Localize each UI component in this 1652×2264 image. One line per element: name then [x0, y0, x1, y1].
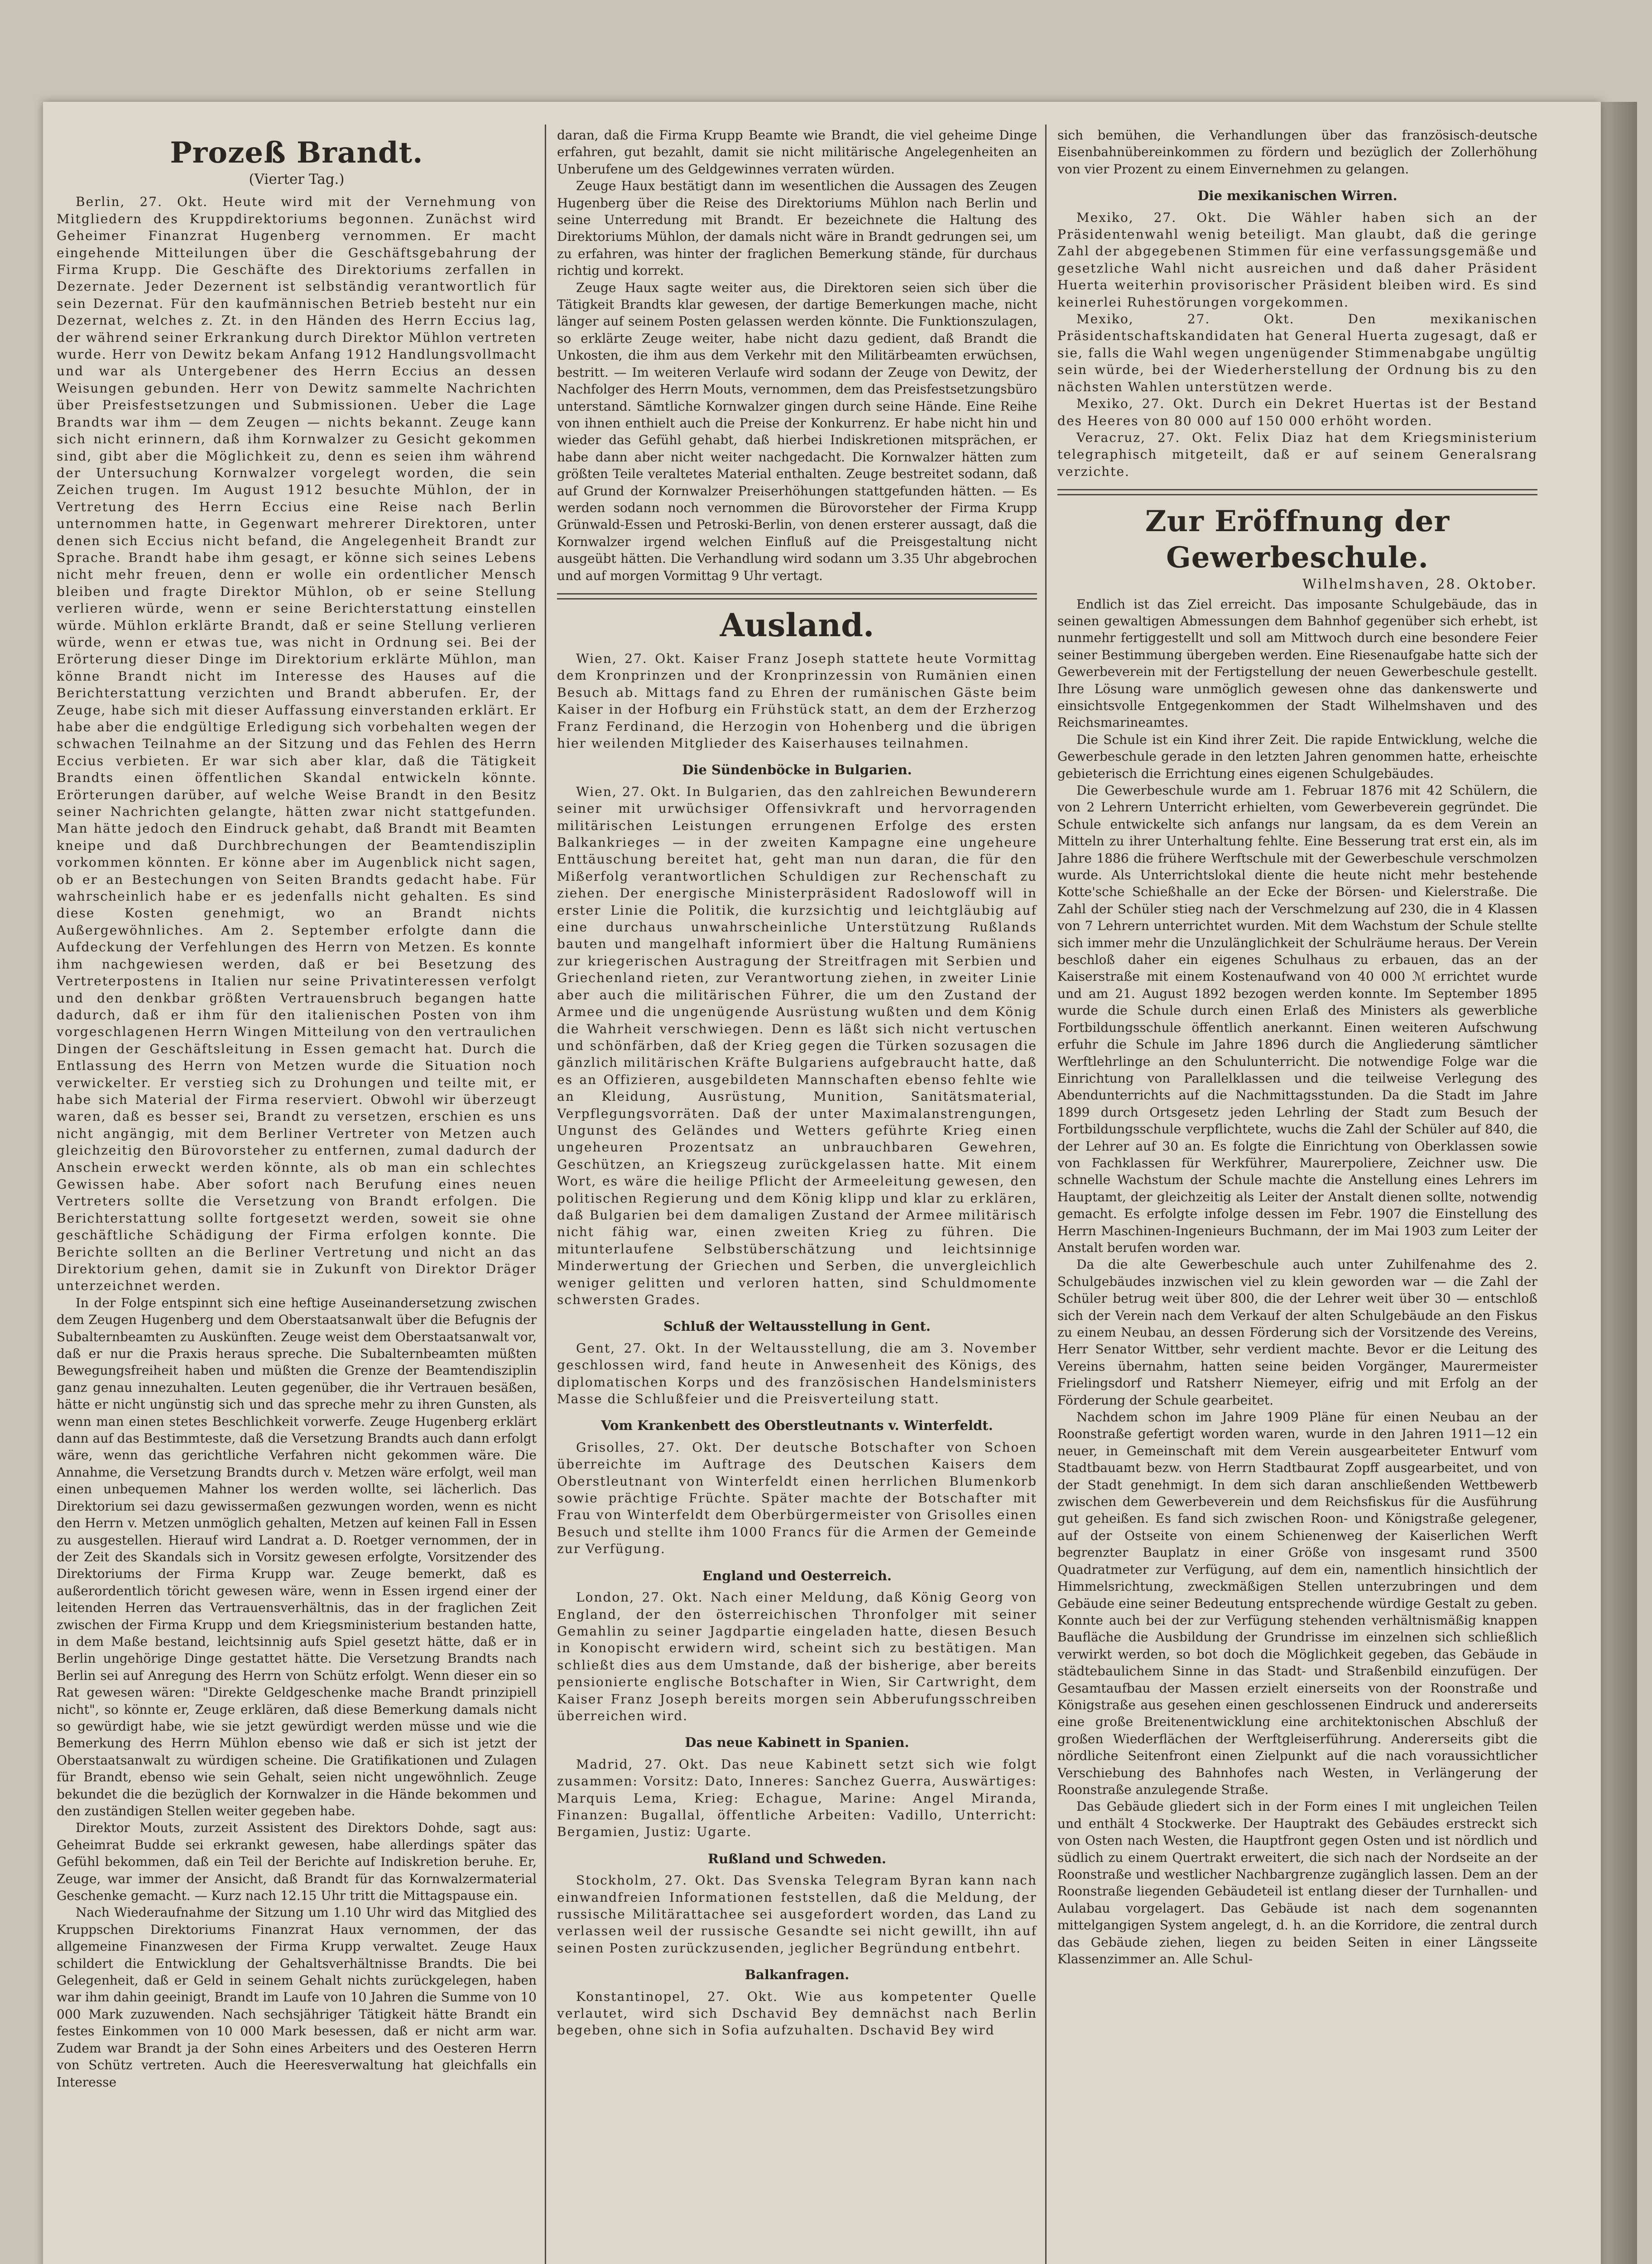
section-rule	[557, 593, 1037, 600]
page-edge-shadow	[1601, 102, 1637, 2264]
newspaper-page	[43, 102, 1601, 2264]
news-item: Mexiko, 27. Okt. Die Wähler haben sich an der Präsidentenwahl wenig beteiligt. Man glaubt, daß die geringe Zahl der abgegebenen Stimmen für eine verfassungsgemäße und gesetzliche Wahl nicht ausreichen und daß daher Präsident Huerta weiterhin provisorischer Präsident bleiben wird. Es sind keinerlei Ruhestörungen vorgekommen.	[1057, 210, 1537, 310]
news-item: Wien, 27. Okt. Kaiser Franz Joseph stattete heute Vormittag dem Kronprinzen und der Kronprinzessin von Rumänien einen Besuch ab. Mittags fand zu Ehren der rumänischen Gäste beim Kaiser in der Hofburg ein Frühstück statt, an dem der Erzherzog Franz Ferdinand, die Herzogin von Hohenberg und die übrigen hier weilenden Mitglieder des Kaiserhauses teilnahmen.	[557, 651, 1037, 751]
news-headline: Schluß der Weltausstellung in Gent.	[663, 1319, 931, 1334]
paragraph: In der Folge entspinnt sich eine heftige Auseinandersetzung zwischen dem Zeugen Hugenberg und dem Oberstaatsanwalt über die Befugnis der Subalternbeamten zu Auskünften. Zeuge weist dem Oberstaatsanwalt vor, daß er nur die Praxis heraus spreche. Die Subalternbeamten müßten Bewegungsfreiheit haben und müßten die Grenze der Beamtendisziplin ganz genau innezuhalten. Leuten gegenüber, die ihr Vertrauen besäßen, hätte er nicht ungünstig sich und das spreche mehr zu ihren Gunsten, als wenn man einen stetes Beschlichkeit vorwerfe. Zeuge Hugenberg erklärt dann auf das Bestimmteste, daß die Versetzung Brandts auch dann erfolgt wäre, wenn das gerichtliche Verfahren nicht gekommen wäre. Die Annahme, die Versetzung Brandts durch v. Metzen wäre erfolgt, weil man einen unbequemen Mahner los werden wollte, sei lächerlich. Das Direktorium sei dazu gewissermaßen gezwungen worden, wenn es nicht den Herrn v. Metzen unmöglich gehalten, Metzen auf keinen Fall in Essen zu ausgestellen. Hierauf wird Landrat a. D. Roetger vernommen, der in der Zeit des Skandals sich in Vorsitz gewesen erfolgte, Vorsitzender des Direktoriums der Firma Krupp war. Zeuge bemerkt, daß es außerordentlich töricht gewesen wäre, wenn in Essen irgend einer der leitenden Herren das Vertrauensverhältnis, das in der fraglichen Zeit zwischen der Firma Krupp und dem Kriegsministerium bestanden hatte, in dem Maße bestand, leichtsinnig aufs Spiel gesetzt hätte, daß er in Berlin ungehörige Dinge gestattet hätte. Die Versetzung Brandts nach Berlin sei auf Anregung des Herrn von Schütz erfolgt. Wenn dieser ein so Rat gewesen wären: "Direkte Geldgeschenke mache Brandt prinzipiell nicht", so könnte er, Zeuge erklären, daß diese Bemerkung damals nicht so gewürdigt habe, wie sie jetzt gewürdigt werden müsse und wie die Bemerkung des Herrn Mühlon ebenso wie daß er sich ist jetzt der Oberstaatsanwalt zu würdigen scheine. Die Gratifikationen und Zulagen für Brandt, ebenso wie sein Gehalt, seien nicht ungewöhnlich. Zeuge bekundet die die bezüglich der Kornwalzer in die Hände bekommen und den zuständigen Stellen weiter gegeben habe.	[57, 1295, 537, 1818]
paragraph: Zeuge Haux sagte weiter aus, die Direktoren seien sich über die Tätigkeit Brandts klar gewesen, der dartige Bemerkungen mache, nicht länger auf seinem Posten gelassen werden könnte. Die Funktionszulagen, so erklärte Zeuge weiter, habe nicht dazu gedient, daß Brandt die Unkosten, die ihm aus dem Verkehr mit den Militärbeamten erwüchsen, bestritt. — Im weiteren Verlaufe wird sodann der Zeuge von Dewitz, der Nachfolger des Herrn Mouts, vernommen, dem das Preisfestsetzungsbüro unterstand. Sämtliche Kornwalzer gingen durch seine Hände. Eine Reihe von ihnen enthielt auch die Preise der Konkurrenz. Er habe nicht hin und wieder das Gefühl gehabt, daß hierbei Indiskretionen mitsprächen, er habe dann aber nicht weiter nachgedacht. Die Kornwalzer hätten zum größten Teile veraltetes Material enthalten. Zeuge bestreitet sodann, daß auf Grund der Kornwalzer Preiserhöhungen stattgefunden hätten. — Es werden sodann noch vernommen die Bürovorsteher der Firma Krupp Grünwald-Essen und Petroski-Berlin, von denen ersterer aussagt, daß die Kornwalzer irgend welchen Einfluß auf die Preisgestaltung nicht ausgeübt hätten. Die Verhandlung wird sodann um 3.35 Uhr abgebrochen und auf morgen Vormittag 9 Uhr vertagt.	[557, 280, 1037, 583]
news-headline: Das neue Kabinett in Spanien.	[685, 1735, 909, 1751]
paragraph: Das Gebäude gliedert sich in der Form eines I mit ungleichen Teilen und enthält 4 Stockwerke. Der Hauptrakt des Gebäudes erstreckt sich von Osten nach Westen, die Hauptfront gegen Osten und ist nördlich und südlich zu einem Quertrakt erweitert, die sich nach der Nordseite an der Roonstraße und westlicher Nachbargrenze zugänglich lassen. Dem an der Roonstraße liegenden Gebäudeteil ist entlang dieser der Turnhallen- und Aulabau vorgelagert. Das Gebäude ist nach dem sogenannten mittelgangigen System angelegt, d. h. an die Korridore, die zentral durch das Gebäude ziehen, liegen zu beiden Seiten in einer Längsseite Klassenzimmer an. Alle Schul-	[1057, 1799, 1537, 1967]
news-item: Mexiko, 27. Okt. Durch ein Dekret Huertas ist der Bestand des Heeres von 80 000 auf 150 000 erhöht worden.	[1057, 396, 1537, 428]
news-headline: Die mexikanischen Wirren.	[1197, 188, 1397, 204]
paragraph: Berlin, 27. Okt. Heute wird mit der Vernehmung von Mitgliedern des Kruppdirektoriums begonnen. Zunächst wird Geheimer Finanzrat Hugenberg vernommen. Er macht eingehende Mitteilungen über die Geschäftsgebahrung der Firma Krupp. Die Geschäfte des Direktoriums zerfallen in Dezernate. Jeder Dezernent ist selbständig verantwortlich für sein Dezernat. Für den kaufmännischen Betrieb besteht nur ein Dezernat, welches z. Zt. in den Händen des Herrn Eccius lag, der während seiner Erkrankung durch Direktor Mühlon vertreten wurde. Herr von Dewitz bekam Anfang 1912 Handlungsvollmacht und war als Untergebener des Herrn Eccius an dessen Weisungen gebunden. Herr von Dewitz sammelte Nachrichten über Preisfestsetzungen und Submissionen. Ueber die Lage Brandts war ihm — dem Zeugen — nichts bekannt. Zeuge kann sich nicht erinnern, daß ihm Kornwalzer zu Gesicht gekommen sind, gibt aber die Möglichkeit zu, denn es seien ihm während der Untersuchung Kornwalzer vorgelegt worden, die sein Zeichen trugen. Im August 1912 besuchte Mühlon, der in Vertretung des Herrn Eccius eine Reise nach Berlin unternommen hatte, in Gegenwart mehrerer Direktoren, unter denen sich Eccius nicht befand, die Angelegenheit Brandt zur Sprache. Brandt habe ihm gesagt, er könne sich seines Lebens nicht mehr freuen, denn er wolle ein ordentlicher Mensch bleiben und fragte Direktor Mühlon, ob er seine Stellung verlieren würde, wenn er seine Berichterstattung einstellen würde. Mühlon erklärte Brandt, daß er seine Stellung verlieren würde, wenn er etwas tue, was nicht in Ordnung sei. Bei der Erörterung dieser Dinge im Direktorium erklärte Mühlon, man könne Brandt nicht im Interesse des Hauses auf die Berichterstattung verzichten und Brandt abberufen. Er, der Zeuge, habe sich mit dieser Auffassung einverstanden erklärt. Er habe aber die endgültige Erledigung sich vorbehalten wegen der schwachen Teilnahme an der Sitzung und das Fehlen des Herrn Eccius verbieten. Er war sich aber klar, daß die Tätigkeit Brandts einen öffentlichen Skandal entwickeln könnte. Erörterungen darüber, auf welche Weise Brandt in den Besitz seiner Nachrichten gelangte, hätten zwar nicht stattgefunden. Man hätte jedoch den Eindruck gehabt, daß Brandt mit Beamten kneipe und daß Durchbrechungen der Beamtendisziplin vorkommen könnten. Er könne aber im Augenblick nicht sagen, ob er an Bestechungen von Seiten Brandts gedacht habe. Für wahrscheinlich habe er es jedenfalls nicht gehalten. Es sind diese Kosten genehmigt, wo an Brandt nichts Außergewöhnliches. Am 2. September erfolgte dann die Aufdeckung der Verfehlungen des Herrn von Metzen. Es konnte ihm nachgewiesen werden, daß er bei Besetzung des Vertreterpostens in Italien nur seine Privatinteressen verfolgt und den denkbar größten Vertrauensbruch begangen hatte dadurch, daß er ihm für den italienischen Posten von ihm vorgeschlagenen Herrn Wingen Mitteilung von den vertraulichen Dingen der Geschäftsleitung in Essen gemacht hat. Durch die Entlassung des Herrn von Metzen wurde die Situation noch verwickelter. Er verstieg sich zu Drohungen und teilte mit, er habe sich Material der Firma reserviert. Obwohl wir überzeugt waren, daß es besser sei, Brandt zu versetzen, erschien es uns nicht angängig, mit dem Berliner Vertreter von Metzen auch gleichzeitig den Bürovorsteher zu entfernen, zumal dadurch der Anschein erweckt werden könnte, als ob man ein schlechtes Gewissen habe. Aber sofort nach Berufung eines neuen Vertreters sollte die Versetzung von Brandt erfolgen. Die Berichterstattung sollte fortgesetzt werden, soweit sie ohne geschäftliche Schädigung der Firma erfolgen konnte. Die Berichte sollten an die Berliner Vertretung und nicht an das Direktorium gehen, damit sie in Zukunft von Direktor Dräger unterzeichnet werden.	[57, 194, 537, 1294]
paragraph: Die Gewerbeschule wurde am 1. Februar 1876 mit 42 Schülern, die von 2 Lehrern Unterricht erhielten, vom Gewerbeverein gegründet. Die Schule entwickelte sich anfangs nur langsam, da es dem Verein an Mitteln zu ihrer Unterhaltung fehlte. Eine Besserung trat erst ein, als im Jahre 1886 die frühere Werftschule mit der Gewerbeschule verschmolzen wurde. Als Unterrichtslokal diente die heute nicht mehr bestehende Kotte'sche Schießhalle an der Ecke der Börsen- und Kielerstraße. Die Zahl der Schüler stieg nach der Verschmelzung auf 230, die in 4 Klassen von 7 Lehrern unterrichtet wurden. Mit dem Wachstum der Schule stellte sich immer mehr die Unzulänglichkeit der Schulräume heraus. Der Verein beschloß daher ein eigenes Schulhaus zu erbauen, das an der Kaiserstraße mit einem Kostenaufwand von 40 000 ℳ errichtet wurde und am 21. August 1892 bezogen werden konnte. Im September 1895 wurde die Schule durch einen Erlaß des Ministers als gewerbliche Fortbildungsschule öffentlich anerkannt. Einen weiteren Aufschwung erfuhr die Schule im Jahre 1896 durch die Angliederung sämtlicher Werftlehrlinge an den Schulunterricht. Die notwendige Folge war die Einrichtung von Parallelklassen und die teilweise Verlegung des Abendunterrichts auf die Nachmittagsstunden. Da die Stadt im Jahre 1899 durch Ortsgesetz jeden Lehrling der Stadt zum Besuch der Fortbildungsschule verpflichtete, wuchs die Zahl der Schüler auf 840, die der Lehrer auf 30 an. Es folgte die Einrichtung von Oberklassen sowie von Fachklassen für Werkführer, Maurerpoliere, Zeichner usw. Die schnelle Wachstum der Schule machte die Anstellung eines Lehrers im Hauptamt, der gleichzeitig als Leiter der Anstalt dienen sollte, notwendig gemacht. Es erfolgte infolge dessen im Febr. 1907 die Einstellung des Herrn Maschinen-Ingenieurs Buchmann, der im Mai 1903 zum Leiter der Anstalt berufen worden war.	[1057, 783, 1537, 1255]
news-headline: England und Oesterreich.	[702, 1568, 892, 1583]
news-item: Stockholm, 27. Okt. Das Svenska Telegram Byran kann nach einwandfreien Informationen feststellen, daß die Meldung, der russische Militärattachee sei ausgefordert worden, das Land zu verlassen weil der russische Gesandte sei nicht gewillt, ihn auf seinen Posten zurückzusenden, jeglicher Begründung entbehrt.	[557, 1873, 1037, 1956]
news-headline: Die Sündenböcke in Bulgarien.	[682, 762, 912, 778]
paragraph: Endlich ist das Ziel erreicht. Das imposante Schulgebäude, das in seinen gewaltigen Abmessungen dem Bahnhof gegenüber sich erhebt, ist nunmehr fertiggestellt und soll am Mittwoch durch eine besondere Feier seiner Bestimmung übergeben werden. Eine Riesenaufgabe hatte sich der Gewerbeverein mit der Fertigstellung der neuen Gewerbeschule gestellt. Ihre Lösung ware unmöglich gewesen ohne das dankenswerte und einsichtsvolle Entgegenkommen der Stadt Wilhelmshaven und des Reichsmarineamtes.	[1057, 596, 1537, 730]
paragraph: Nach Wiederaufnahme der Sitzung um 1.10 Uhr wird das Mitglied des Kruppschen Direktoriums Finanzrat Haux vernommen, der das allgemeine Finanzwesen der Firma Krupp verwaltet. Zeuge Haux schildert die Entwicklung der Gehaltsverhältnisse Brandts. Die bei Gelegenheit, daß er Geld in seinem Gehalt nichts zurückgelegen, haben war ihm dahin geeinigt, Brandt im Laufe von 10 Jahren die Summe von 10 000 Mark zuzuwenden. Nach sechsjähriger Tätigkeit hätte Brandt ein festes Einkommen von 10 000 Mark besessen, daß er nicht arm war. Zudem war Brandt ja der Sohn eines Arbeiters und des Oesteren Herrn von Schütz vertreten. Auch die Heeresverwaltung hat gleichfalls ein Interesse	[57, 1905, 537, 2090]
paragraph: Direktor Mouts, zurzeit Assistent des Direktors Dohde, sagt aus: Geheimrat Budde sei erkrankt gewesen, habe allerdings später das Gefühl bekommen, daß ein Teil der Berichte auf Indiskretion beruhe. Er, Zeuge, war immer der Ansicht, daß Brandt für das Kornwalzermaterial Geschenke gemacht. — Kurz nach 12.15 Uhr tritt die Mittagspause ein.	[57, 1820, 537, 1904]
column-2	[557, 127, 1037, 2264]
news-item: Mexiko, 27. Okt. Den mexikanischen Präsidentschaftskandidaten hat General Huerta zugesagt, daß er sie, falls die Wahl wegen ungenügender Stimmenabgabe ungültig sein würde, bei der Wiederherstellung der Ordnung bis zu den nächsten Wahlen unterstützen werde.	[1057, 312, 1537, 394]
paragraph: daran, daß die Firma Krupp Beamte wie Brandt, die viel geheime Dinge erfahren, gut bezahlt, damit sie nicht militärische Angelegenheiten an Unberufene um des Geldgewinnes verraten würden.	[557, 128, 1037, 177]
section-title: Ausland.	[720, 606, 874, 644]
dateline: Wilhelmshaven, 28. Oktober.	[1302, 576, 1537, 593]
section-rule	[1057, 489, 1537, 495]
paragraph: sich bemühen, die Verhandlungen über das französisch-deutsche Eisenbahnübereinkommen zu fördern und bezüglich der Zollerhöhung von vier Prozent zu einem Einvernehmen zu gelangen.	[1057, 128, 1537, 177]
news-item: Veracruz, 27. Okt. Felix Diaz hat dem Kriegsministerium telegraphisch mitgeteilt, daß er auf seinem Generalsrang verzichte.	[1057, 430, 1537, 479]
column-rule	[545, 125, 546, 2264]
news-item: Wien, 27. Okt. In Bulgarien, das den zahlreichen Bewunderern seiner mit urwüchsiger Offensivkraft und hervorragenden militärischen Leistungen errungenen Erfolge des ersten Balkankrieges — in der zweiten Kampagne eine ungeheure Enttäuschung bereitet hat, geht man nun daran, die für den Mißerfolg verantwortlichen Schuldigen zur Rechenschaft zu ziehen. Der energische Ministerpräsident Radoslowoff will in erster Linie die Politik, die kurzsichtig und leichtgläubig auf eine durchaus unwahrscheinliche Unterstützung Rußlands bauten und mangelhaft informiert über die Haltung Rumäniens zur kriegerischen Austragung der Streitfragen mit Serbien und Griechenland rieten, zur Verantwortung ziehen, in zweiter Linie aber auch die militärischen Führer, die um den Zustand der Armee und die ungenügende Ausrüstung wußten und dem König die Wahrheit verschwiegen. Denn es läßt sich nicht vertuschen und schönfärben, daß der Krieg gegen die Türken sozusagen die gänzlich militärischen Kräfte Bulgariens aufgebraucht hatte, daß es an Offizieren, ausgebildeten Mannschaften ebenso fehlte wie an Kleidung, Ausrüstung, Munition, Sanitätsmaterial, Verpflegungsvorräten. Daß der unter Maximalanstrengungen, Ungunst des Geländes und Wetters geführte Krieg einen ungeheuren Prozentsatz an unbrauchbaren Gewehren, Geschützen, an Kriegszeug zurückgelassen hatte. Mit einem Wort, es wäre die heilige Pflicht der Armeeleitung gewesen, den politischen Regierung und dem König klipp und klar zu erklären, daß Bulgarien bei dem damaligen Zustand der Armee militärisch nicht fähig war, einen zweiten Krieg zu führen. Die mitunterlaufene Selbstüberschätzung und leichtsinnige Minderwertung der Griechen und Serben, die unvergleichlich weniger gelitten und verloren hatten, sind Schuldmomente schwersten Grades.	[557, 784, 1037, 1307]
news-item: Madrid, 27. Okt. Das neue Kabinett setzt sich wie folgt zusammen: Vorsitz: Dato, Inneres: Sanchez Guerra, Auswärtiges: Marquis Lema, Krieg: Echague, Marine: Angel Miranda, Finanzen: Bugallal, öffentliche Arbeiten: Vadillo, Unterricht: Bergamien, Justiz: Ugarte.	[557, 1756, 1037, 1840]
column-3	[1057, 127, 1537, 2264]
news-headline: Balkanfragen.	[744, 1967, 850, 1983]
article-title: Zur Eröffnung der Gewerbeschule.	[1145, 504, 1450, 575]
news-headline: Rußland und Schweden.	[707, 1851, 887, 1866]
news-item: Konstantinopel, 27. Okt. Wie aus kompetenter Quelle verlautet, wird sich Dschavid Bey demnächst nach Berlin begeben, ohne sich in Sofia aufzuhalten. Dschavid Bey wird	[557, 1989, 1037, 2038]
news-headline: Vom Krankenbett des Oberstleutnants v. Winterfeldt.	[601, 1418, 993, 1434]
paragraph: Da die alte Gewerbeschule auch unter Zuhilfenahme des 2. Schulgebäudes inzwischen viel zu klein geworden war — die Zahl der Schüler betrug weit über 800, die der Lehrer weit über 30 — entschloß sich der Verein nach dem Verkauf der alten Schulgebäude an den Fiskus zu einem Neubau, an dessen Förderung sich der Vorsitzende des Vereins, Herr Senator Wittber, sehr verdient machte. Bevor er die Leitung des Vereins übernahm, hatten seine beiden Vorgänger, Maurermeister Frielingsdorf und Ratsherr Niemeyer, eifrig und mit Erfolg an der Förderung der Schule gearbeitet.	[1057, 1257, 1537, 1408]
article-title: Prozeß Brandt.	[170, 136, 423, 170]
paragraph: Zeuge Haux bestätigt dann im wesentlichen die Aussagen des Zeugen Hugenberg über die Reise des Direktoriums Mühlon nach Berlin und seine Unterredung mit Brandt. Er bezeichnete die Haltung des Direktoriums Mühlon, der damals nicht wäre in Brandt gedrungen sei, um zu erfahren, was hinter der fraglichen Bemerkung stände, für durchaus richtig und korrekt.	[557, 178, 1037, 278]
paragraph: Die Schule ist ein Kind ihrer Zeit. Die rapide Entwicklung, welche die Gewerbeschule gerade in den letzten Jahren genommen hatte, erheischte gebieterisch die Errichtung eines eigenen Schulgebäudes.	[1057, 732, 1537, 781]
news-item: Gent, 27. Okt. In der Weltausstellung, die am 3. November geschlossen wird, fand heute in Anwesenheit des Königs, des diplomatischen Korps und des französischen Handelsministers Masse die Schlußfeier und die Preisverteilung statt.	[557, 1340, 1037, 1407]
column-1	[57, 127, 537, 2264]
article-subtitle: (Vierter Tag.)	[249, 171, 345, 187]
news-item: Grisolles, 27. Okt. Der deutsche Botschafter von Schoen überreichte im Auftrage des Deutschen Kaisers dem Oberstleutnant von Winterfeldt einen herrlichen Blumenkorb sowie prächtige Früchte. Später machte der Botschafter mit Frau von Winterfeldt dem Oberbürgermeister von Grisolles einen Besuch und stellte ihm 1000 Francs für die Armen der Gemeinde zur Verfügung.	[557, 1439, 1037, 1557]
paragraph: Nachdem schon im Jahre 1909 Pläne für einen Neubau an der Roonstraße gefertigt worden waren, wurde in den Jahren 1911—12 ein neuer, in Gemeinschaft mit dem Verein ausgearbeiteter Entwurf vom Stadtbauamt bezw. von Herrn Stadtbaurat Zopff ausgearbeitet, und von der Stadt genehmigt. In dem sich daran anschließenden Wettbewerb zwischen dem Gewerbeverein und dem Reichsfiskus für die Ausführung gut geheißen. Es fand sich zwischen Roon- und Königstraße gelegener, auf der Ostseite von einem Schienenweg der Kaiserlichen Werft begrenzter Bauplatz in einer Größe von insgesamt rund 3500 Quadratmeter zur Verfügung, auf dem ein, namentlich hinsichtlich der Himmelsrichtung, zweckmäßigen Stellen unterzubringen und dem Gebäude eine seiner Bedeutung entsprechende würdige Gestalt zu geben. Konnte auch bei der zur Verfügung stehenden verhältnismäßig knappen Baufläche die Ausbildung der Grundrisse im einzelnen sich schließlich verwirkt werden, so bot doch die Möglichkeit gegeben, das Gebäude in städtebaulichem Sinne in das Stadt- und Straßenbild einzufügen. Der Gesamtaufbau der Massen erzielt einerseits von der Roonstraße und Königstraße aus gesehen einen geschlossenen Eindruck und andererseits eine große Breitenentwicklung eine architektonischen Abschluß der großen Wiederflächen der Werftgleiserführung. Andererseits gibt die nördliche Seitenfront einen Zielpunkt auf die nach voraussichtlicher Verschiebung des Bahnhofes nach Westen, in Verlängerung der Roonstraße anzulegende Straße.	[1057, 1410, 1537, 1797]
news-item: London, 27. Okt. Nach einer Meldung, daß König Georg von England, der den österreichischen Thronfolger mit seiner Gemahlin zu seiner Jagdpartie eingeladen hatte, diesen Besuch in Konopischt erwidern wird, scheint sich zu bestätigen. Man schließt dies aus dem Umstande, daß der bisherige, aber bereits pensionierte englische Botschafter in Wien, Sir Cartwright, dem Kaiser Franz Joseph bereits morgen sein Abberufungsschreiben überreichen wird.	[557, 1590, 1037, 1723]
column-rule	[1045, 125, 1047, 2264]
